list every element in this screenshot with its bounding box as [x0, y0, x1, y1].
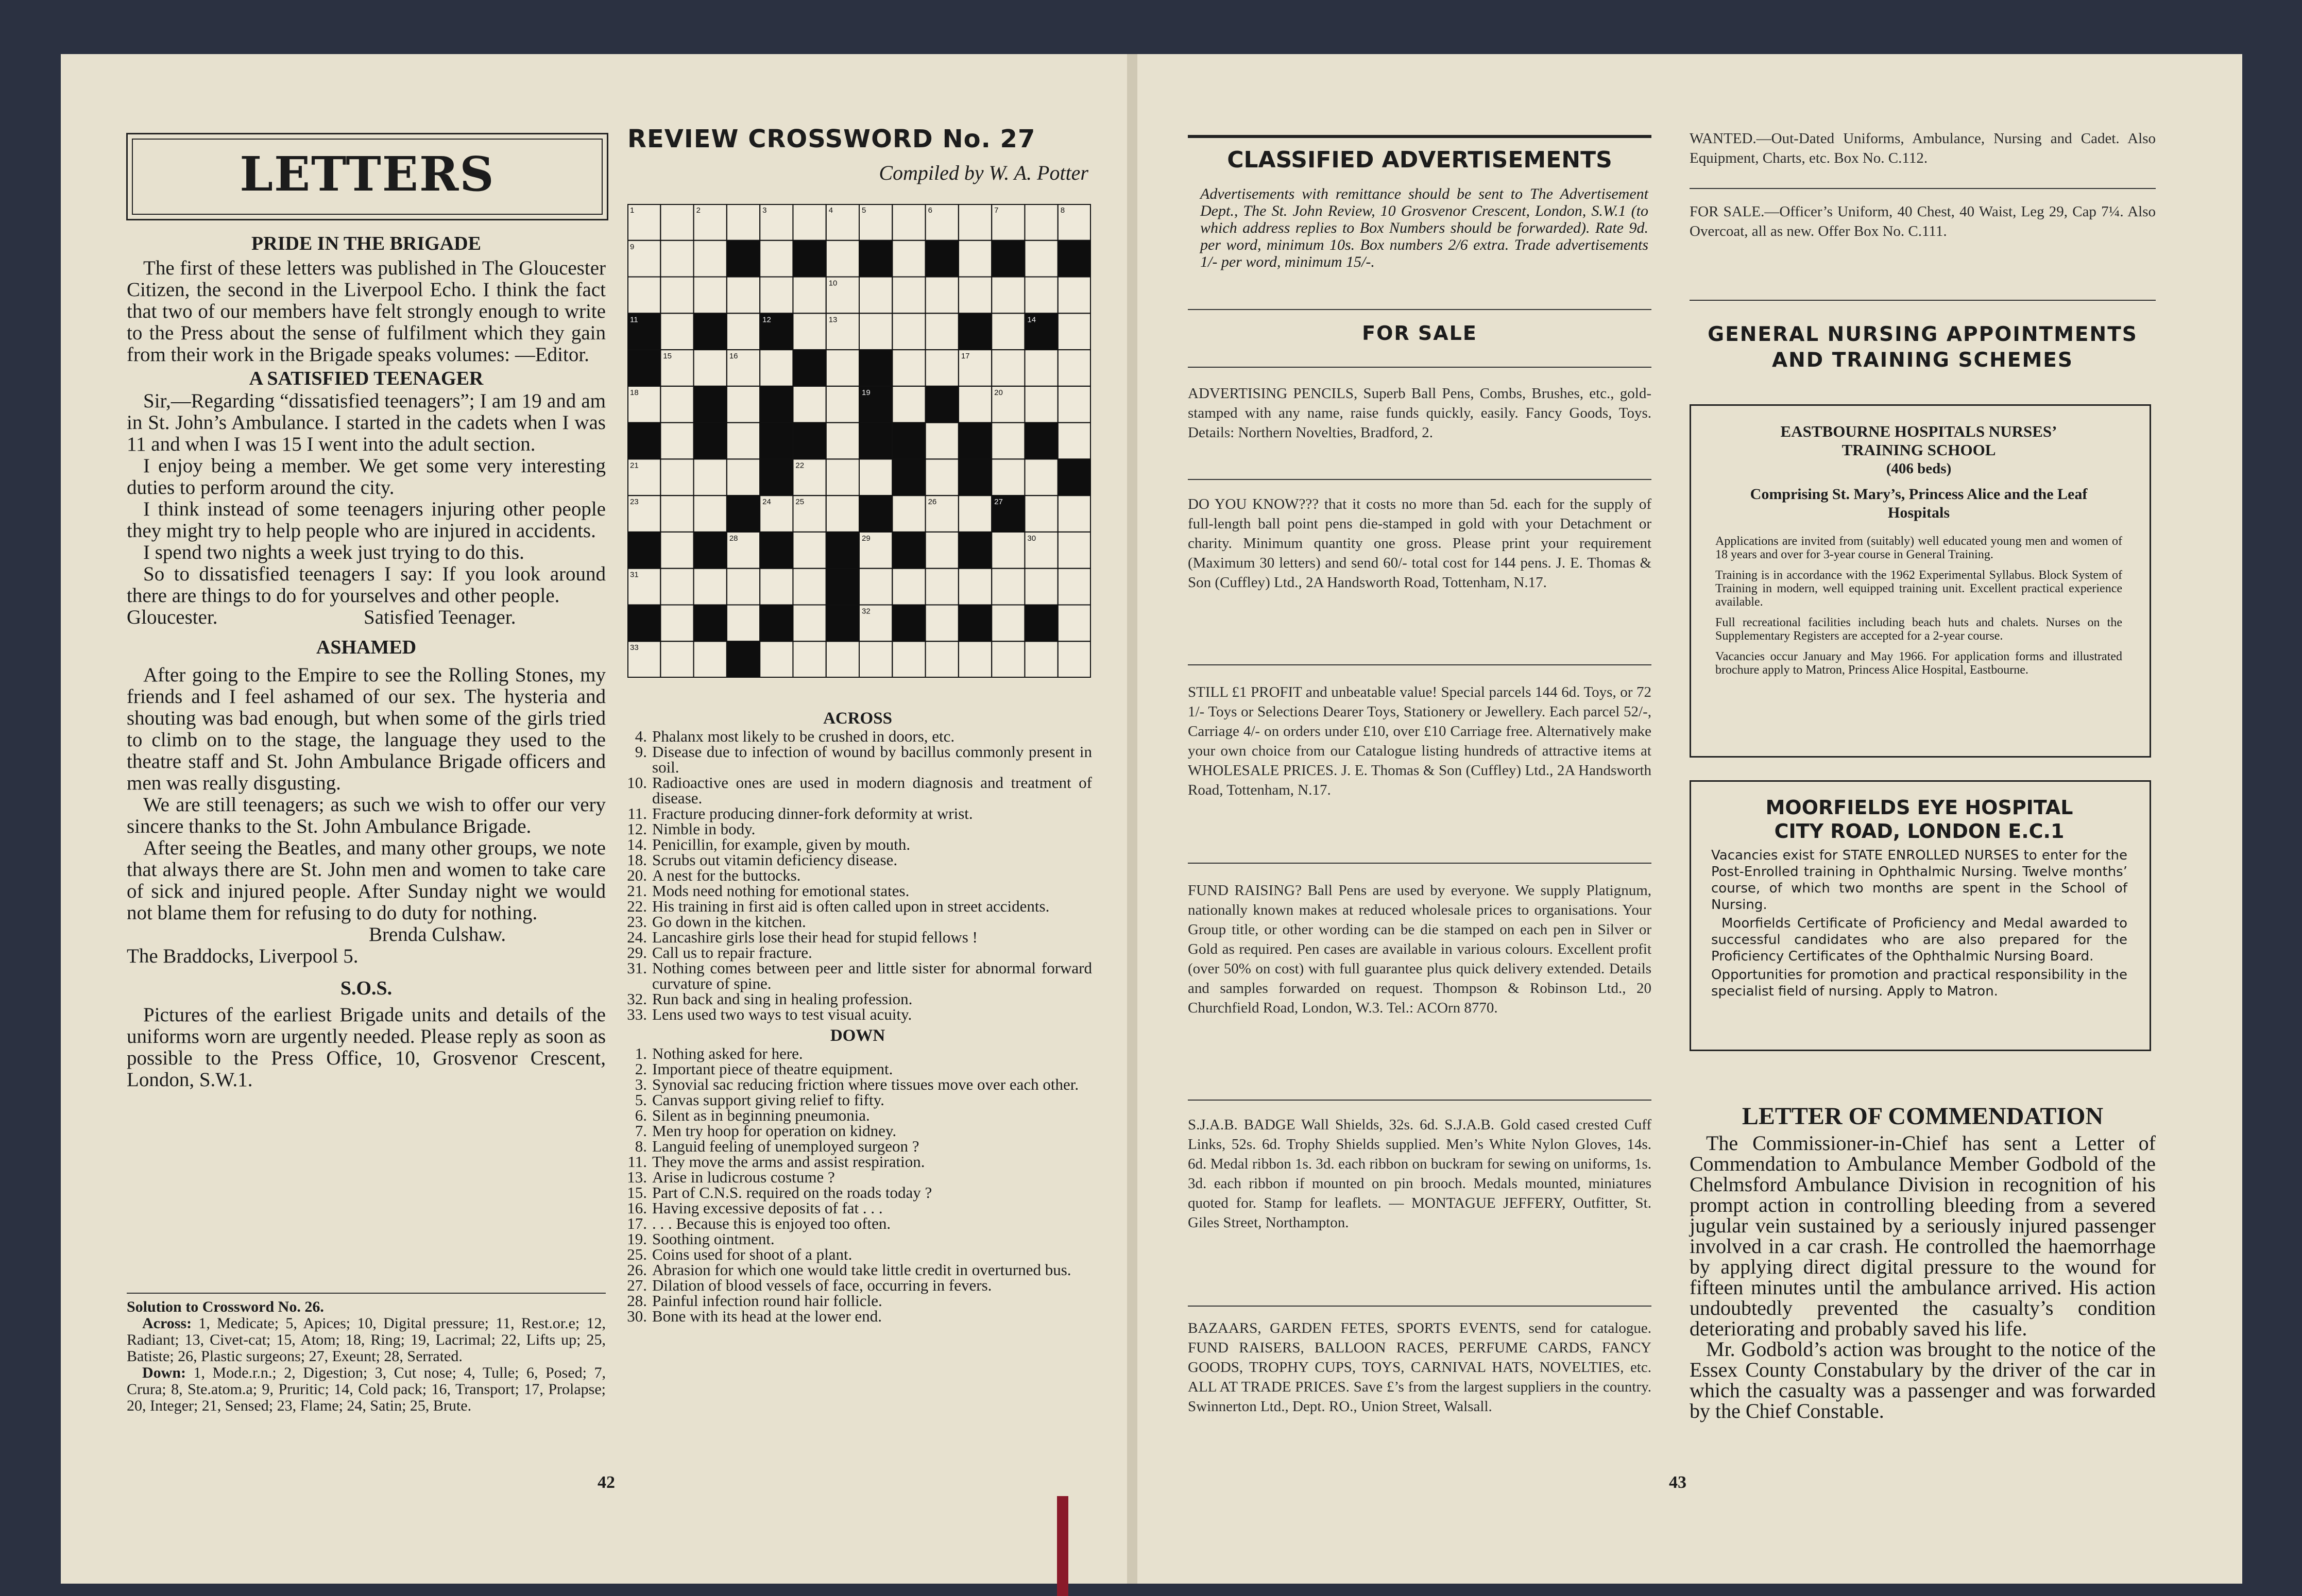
down-clue-number: 25. — [627, 1245, 647, 1263]
down-clue-text: Coins used for shoot of a plant. — [652, 1245, 852, 1263]
down-clue-number: 30. — [627, 1307, 647, 1325]
grid-number: 12 — [762, 315, 771, 324]
grid-number: 21 — [630, 461, 639, 470]
down-clue-text: Silent as in beginning pneumonia. — [652, 1106, 870, 1124]
grid-block — [627, 350, 660, 386]
ad-item: STILL £1 PROFIT and unbeatable value! Special parcels 144 6d. Toys, or 72 1/- Toys or Selections Dearer Toys, Stationery or Jewellery. Each parcel 52/-, Carriage 4/- on orders under £10, over £10 Carriage free. Alternatively make your own choice from our Catalogue listing hundreds of attractive items at WHOLESALE PRICES. J. E. Thomas & Son (Cuffley) Ltd., 2A Handsworth Road, Tottenham, N.17. — [1188, 684, 1651, 798]
across-clue-number: 33. — [627, 1005, 647, 1023]
teen-para: I spend two nights a week just trying to do this. — [143, 541, 524, 563]
across-clue — [623, 930, 1092, 945]
grid-number: 24 — [762, 497, 771, 507]
across-clue-text: Nimble in body. — [652, 820, 756, 838]
down-clue — [623, 1185, 1092, 1200]
down-clue-text: Synovial sac reducing friction where tissues move over each other. — [652, 1075, 1079, 1093]
grid-number: 33 — [630, 643, 639, 653]
across-clue-text: Scrubs out vitamin deficiency disease. — [652, 851, 898, 869]
across-clue-text: Call us to repair fracture. — [652, 943, 812, 962]
grid-block — [859, 423, 892, 459]
down-clue-text: Arise in ludicrous costume ? — [652, 1168, 835, 1186]
ashamed-para: After seeing the Beatles, and many other groups, we note that always there are St. John men and women to take care of sick and injured people. After Sunday night we would not blame them for refusing to do duty for nothing. — [127, 837, 606, 924]
solution-down-text: 1, Mode.r.n.; 2, Digestion; 3, Cut nose; 4, Tulle; 6, Posed; 7, Crura; 8, Ste.atom.a; 9, Pruritic; 14, Cold pack; 16, Transport; 17, Prolapse; 20, Integer; 21, Sensed; 23, Flame; 24, Satin; 25, Brute. — [127, 1364, 606, 1414]
across-clue — [623, 960, 1092, 991]
grid-block — [826, 569, 859, 605]
across-clue — [623, 991, 1092, 1007]
ad-item: ADVERTISING PENCILS, Superb Ball Pens, Combs, Brushes, etc., gold-stamped with any name, raise funds quickly, easily. Fancy Goods, Toys. Details: Northern Novelties, Bradford, 2. — [1188, 385, 1651, 441]
down-clue-number: 1. — [635, 1044, 647, 1062]
across-clue-number: 18. — [627, 851, 647, 869]
grid-number: 8 — [1060, 206, 1065, 215]
ad-divider — [1690, 300, 2156, 301]
ad-divider — [1188, 1100, 1651, 1101]
grid-number: 15 — [663, 352, 672, 361]
down-clue-list — [623, 1046, 1092, 1324]
down-clue-number: 5. — [635, 1091, 647, 1109]
across-clue — [623, 852, 1092, 868]
grid-number: 9 — [630, 242, 635, 251]
across-clue-text: Lancashire girls lose their head for stupid fellows ! — [652, 928, 978, 946]
down-clue-number: 15. — [627, 1183, 647, 1202]
eastbourne-beds: (406 beds) — [1886, 460, 1952, 477]
commendation-body — [1690, 1133, 2156, 1421]
grid-number: 26 — [928, 497, 937, 507]
teen-signature: Satisfied Teenager. — [364, 606, 516, 628]
grid-block — [926, 386, 959, 423]
across-clue-text: Mods need nothing for emotional states. — [652, 882, 910, 900]
across-clue-text: Fracture producing dinner-fork deformity at wrist. — [652, 804, 973, 822]
moorfields-content — [1711, 796, 2127, 1000]
grid-block — [1058, 241, 1091, 277]
letters-title: LETTERS — [240, 146, 495, 202]
classified-rule — [1188, 367, 1651, 368]
down-clue-number: 6. — [635, 1106, 647, 1124]
grid-block — [793, 350, 826, 386]
for-sale-heading: FOR SALE — [1362, 322, 1477, 345]
solution-across-text: 1, Medicate; 5, Apices; 10, Digital pressure; 11, Rest.or.e; 12, Radiant; 13, Civet-cat; 15, Atom; 18, Ring; 19, Lacrimal; 22, Lifts up; 25, Batiste; 26, Plastic surgeons; 27, Exeunt; 28, Serrated. — [127, 1315, 606, 1365]
across-heading: ACROSS — [823, 709, 892, 728]
down-clue-number: 17. — [627, 1214, 647, 1232]
grid-block — [760, 386, 793, 423]
down-clue — [623, 1139, 1092, 1154]
across-clue — [623, 899, 1092, 914]
across-clue-text: His training in first aid is often called upon in street accidents. — [652, 897, 1050, 915]
grid-number: 20 — [994, 388, 1003, 397]
solution-down-label: Down: — [142, 1364, 186, 1381]
ad-divider — [1188, 479, 1651, 480]
moorfields-title: MOORFIELDS EYE HOSPITAL — [1765, 796, 2073, 819]
down-clue — [623, 1092, 1092, 1108]
across-clue-number: 24. — [627, 928, 647, 946]
wanted-ad: WANTED.—Out-Dated Uniforms, Ambulance, Nursing and Cadet. Also Equipment, Charts, etc. Box No. C.112. — [1690, 130, 2156, 166]
grid-block — [627, 423, 660, 459]
across-clue-list — [623, 729, 1092, 1022]
across-clue-text: Disease due to infection of wound by bacillus commonly present in soil. — [652, 743, 1092, 776]
down-clue-number: 16. — [627, 1199, 647, 1217]
grid-block — [826, 532, 859, 569]
across-clue — [623, 806, 1092, 821]
grid-block — [959, 313, 992, 350]
eastbourne-content — [1715, 422, 2122, 677]
teen-heading: A SATISFIED TEENAGER — [249, 368, 484, 389]
grid-block — [992, 241, 1025, 277]
grid-number: 29 — [862, 534, 871, 543]
sos-body: Pictures of the earliest Brigade units and details of the uniforms worn are urgently needed. Please reply as soon as possible to the Press Office, 10, Grosvenor Crescent, London, S.W.1. — [127, 1004, 606, 1091]
down-clue — [623, 1262, 1092, 1278]
grid-block — [694, 532, 727, 569]
across-clue — [623, 775, 1092, 806]
across-clue-number: 12. — [627, 820, 647, 838]
across-clue-number: 23. — [627, 913, 647, 931]
grid-number: 28 — [729, 534, 738, 543]
across-clue-number: 4. — [635, 727, 647, 745]
commendation-para: The Commissioner-in-Chief has sent a Letter of Commendation to Ambulance Member Godbold of the Chelmsford Ambulance Division in recognition of his prompt action in controlling bleeding from a severed jugular vein sustained by a seriously injured passenger involved in a car crash. He controlled the haemorrhage by applying direct digital pressure to the wound for fifteen minutes until the ambulance arrived. His action undoubtedly prevented the casualty’s condition deteriorating and probably saved his life. — [1690, 1131, 2156, 1340]
down-clue — [623, 1231, 1092, 1247]
down-clue-number: 7. — [635, 1122, 647, 1140]
solution-title: Solution to Crossword No. 26. — [127, 1298, 324, 1315]
officer-uniform-ad: FOR SALE.—Officer’s Uniform, 40 Chest, 40 Waist, Leg 29, Cap 7¼. Also Overcoat, all as new. Offer Box No. C.111. — [1690, 203, 2156, 239]
down-clue-number: 3. — [635, 1075, 647, 1093]
down-clue-text: . . . Because this is enjoyed too often. — [652, 1214, 891, 1232]
grid-block — [694, 313, 727, 350]
grid-number: 4 — [828, 206, 833, 215]
bookmark-ribbon — [1057, 1496, 1068, 1596]
grid-block — [627, 605, 660, 641]
grid-block — [892, 423, 925, 459]
grid-number: 18 — [630, 388, 639, 397]
grid-number: 19 — [862, 388, 871, 397]
grid-number: 16 — [729, 352, 738, 361]
grid-number: 10 — [828, 279, 838, 288]
grid-block — [793, 241, 826, 277]
down-clue — [623, 1216, 1092, 1231]
teen-para: So to dissatisfied teenagers I say: If you look around there are things to do for yourselves and other people. — [127, 563, 606, 607]
eastbourne-title: EASTBOURNE HOSPITALS NURSES’ TRAINING SCHOOL — [1780, 422, 2057, 459]
ashamed-address: The Braddocks, Liverpool 5. — [127, 945, 359, 967]
across-clue-text: Go down in the kitchen. — [652, 913, 806, 931]
pride-body: The first of these letters was published in The Gloucester Citizen, the second in the Liverpool Echo. I think the fact that two of our members have felt strongly enough to write to the Press about the sense of fulfilment which they gain from their work in the Brigade speaks volumes: —Editor. — [127, 257, 606, 366]
grid-block — [959, 532, 992, 569]
grid-block — [727, 241, 760, 277]
letters-column — [127, 232, 606, 1091]
across-clue — [623, 914, 1092, 930]
teen-para: Sir,—Regarding “dissatisfied teenagers”; I am 19 and am in St. John’s Ambulance. I started in the cadets when I was 11 and when I was 15 I went into the adult section. — [127, 390, 606, 455]
down-clue-text: Having excessive deposits of fat . . . — [652, 1199, 883, 1217]
down-clue — [623, 1108, 1092, 1123]
across-clue — [623, 945, 1092, 960]
down-clue-number: 2. — [635, 1060, 647, 1078]
page-number-right: 43 — [1669, 1473, 1686, 1492]
across-clue-number: 9. — [635, 743, 647, 761]
grid-block — [760, 532, 793, 569]
across-clue-text: Run back and sing in healing profession. — [652, 990, 913, 1008]
grid-block — [859, 495, 892, 532]
down-clue-text: Languid feeling of unemployed surgeon ? — [652, 1137, 919, 1155]
ad-item: BAZAARS, GARDEN FETES, SPORTS EVENTS, send for catalogue. FUND RAISERS, BALLOON RACES, PERFUME CARDS, FANCY GOODS, TROPHY CUPS, TOYS, CARNIVAL HATS, NOVELTIES, etc. ALL AT TRADE PRICES. Save £’s from the largest suppliers in the country. Swinnerton Ltd., Dept. RO., Union Street, Walsall. — [1188, 1320, 1651, 1415]
down-clue-number: 19. — [627, 1230, 647, 1248]
solution-block — [127, 1299, 606, 1414]
down-clue — [623, 1278, 1092, 1293]
grid-number: 25 — [795, 497, 805, 507]
grid-block — [793, 423, 826, 459]
across-clue-text: Radioactive ones are used in modern diagnosis and treatment of disease. — [652, 774, 1092, 807]
grid-number: 32 — [862, 607, 871, 616]
grid-number: 22 — [795, 461, 805, 470]
grid-block — [959, 459, 992, 495]
classified-title: CLASSIFIED ADVERTISEMENTS — [1227, 147, 1612, 173]
grid-block — [892, 605, 925, 641]
ashamed-para: After going to the Empire to see the Rolling Stones, my friends and I feel ashamed of our sex. The hysteria and shouting was bad enough, but when some of the girls tried to climb on to the stage, the language they used to the theatre staff and St. John Ambulance Brigade officers and men was really disgusting. — [127, 664, 606, 794]
grid-block — [1025, 605, 1058, 641]
down-clue — [623, 1154, 1092, 1170]
grid-number: 17 — [961, 352, 970, 361]
crossword-compiler: Compiled by W. A. Potter — [879, 161, 1088, 184]
grid-block — [1025, 423, 1058, 459]
grid-number: 11 — [630, 315, 638, 324]
down-clue-text: Important piece of theatre equipment. — [652, 1060, 893, 1078]
grid-number: 6 — [928, 206, 932, 215]
crossword-clues — [623, 708, 1092, 1324]
down-clue-text: Abrasion for which one would take little credit in overturned bus. — [652, 1261, 1071, 1279]
down-clue-text: Canvas support giving relief to fifty. — [652, 1091, 884, 1109]
down-heading: DOWN — [830, 1026, 885, 1045]
grid-block — [694, 386, 727, 423]
ad-divider — [1188, 1306, 1651, 1307]
eastbourne-para: Applications are invited from (suitably) well educated young men and women of 18 years and over for 3-year course in General Training. — [1715, 535, 2122, 561]
grid-block — [760, 423, 793, 459]
commendation-heading: LETTER OF COMMENDATION — [1742, 1103, 2104, 1130]
eastbourne-comprising: Comprising St. Mary’s, Princess Alice and the Leaf Hospitals — [1750, 486, 2088, 521]
grid-block — [694, 605, 727, 641]
eastbourne-para: Training is in accordance with the 1962 Experimental Syllabus. Block System of Training in modern, well equipped training unit. Excellent practical experience available. — [1715, 569, 2122, 609]
solution-across — [127, 1315, 606, 1365]
down-clue — [623, 1170, 1092, 1185]
ad-divider — [1188, 863, 1651, 864]
classified-top-rule — [1188, 135, 1651, 138]
down-clue-number: 27. — [627, 1276, 647, 1294]
down-clue-number: 26. — [627, 1261, 647, 1279]
down-clue-text: Dilation of blood vessels of face, occurring in fevers. — [652, 1276, 992, 1294]
teen-signoff — [127, 607, 606, 628]
across-clue-text: Nothing comes between peer and little sister for abnormal forward curvature of spine. — [652, 959, 1092, 992]
across-clue-number: 32. — [627, 990, 647, 1008]
grid-number: 23 — [630, 497, 639, 507]
grid-number: 27 — [994, 497, 1003, 507]
crossword-grid[interactable] — [627, 204, 1091, 678]
down-clue-number: 13. — [627, 1168, 647, 1186]
grid-block — [859, 241, 892, 277]
across-clue — [623, 729, 1092, 744]
grid-block — [859, 350, 892, 386]
down-clue-text: Soothing ointment. — [652, 1230, 775, 1248]
grid-block — [694, 423, 727, 459]
ad-divider — [1690, 188, 2156, 189]
down-clue — [623, 1293, 1092, 1309]
across-clue-text: Penicillin, for example, given by mouth. — [652, 835, 911, 853]
down-clue-text: Bone with its head at the lower end. — [652, 1307, 882, 1325]
across-clue — [623, 744, 1092, 775]
page-number-left: 42 — [598, 1473, 615, 1492]
moorfields-para: Opportunities for promotion and practical responsibility in the specialist field of nursing. Apply to Matron. — [1711, 967, 2127, 999]
eastbourne-para: Full recreational facilities including beach huts and chalets. Nurses on the Supplementary Registers are accepted for a 2-year course. — [1715, 616, 2122, 643]
ad-item: FUND RAISING? Ball Pens are used by everyone. We supply Platignum, nationally known makes at reduced wholesale prices to organisations. Your Group title, or other wording can be die stamped on each pen in Silver or Gold as required. Pen cases are available in various colours. Excellent profit (over 50% on cost) with full guarantee plus quick delivery extended. Details and samples forwarded on request. Thompson & Robinson Ltd., 20 Churchfield Road, London, W.3. Tel.: ACOrn 8770. — [1188, 882, 1651, 1016]
grid-block — [727, 641, 760, 678]
grid-block — [727, 495, 760, 532]
down-clue-text: Painful infection round hair follicle. — [652, 1292, 882, 1310]
pride-heading: PRIDE IN THE BRIGADE — [251, 233, 481, 254]
down-clue — [623, 1200, 1092, 1216]
grid-number: 31 — [630, 570, 639, 579]
grid-number: 1 — [630, 206, 635, 215]
across-clue-text: Phalanx most likely to be crushed in doors, etc. — [652, 727, 955, 745]
across-clue — [623, 1007, 1092, 1022]
down-clue-text: Part of C.N.S. required on the roads today ? — [652, 1183, 932, 1202]
down-clue — [623, 1247, 1092, 1262]
sos-heading: S.O.S. — [340, 977, 393, 999]
moorfields-para: Moorfields Certificate of Proficiency and Medal awarded to successful candidates who are also prepared for the Proficiency Certificates of the Ophthalmic Nursing Board. — [1711, 916, 2127, 964]
down-clue-number: 11. — [627, 1153, 647, 1171]
nursing-heading: GENERAL NURSING APPOINTMENTS AND TRAINING SCHEMES — [1708, 323, 2138, 372]
grid-block — [627, 532, 660, 569]
down-clue — [623, 1061, 1092, 1077]
teen-para: I enjoy being a member. We get some very interesting duties to perform around the city. — [127, 455, 606, 499]
down-clue-number: 8. — [635, 1137, 647, 1155]
across-clue — [623, 868, 1092, 883]
grid-number: 13 — [828, 315, 838, 324]
moorfields-address: CITY ROAD, LONDON E.C.1 — [1774, 820, 2065, 843]
across-clue-number: 21. — [627, 882, 647, 900]
ashamed-signature: Brenda Culshaw. — [369, 923, 506, 946]
grid-block — [1058, 459, 1091, 495]
down-clue — [623, 1077, 1092, 1092]
solution-down — [127, 1365, 606, 1414]
ad-item: S.J.A.B. BADGE Wall Shields, 32s. 6d. S.J.A.B. Gold cased crested Cuff Links, 52s. 6d. Trophy Shields supplied. Men’s White Nylon Gloves, 14s. 6d. Medal ribbon 1s. 3d. each ribbon on buckram for sewing on uniforms, 1s. 3d. each ribbon if mounted on pin brooch. Medals mounted, miniatures quoted for. Stamp for leaflets. — MONTAGUE JEFFERY, Outfitter, St. Giles Street, Northampton. — [1188, 1117, 1651, 1231]
down-clue-number: 28. — [627, 1292, 647, 1310]
down-clue-text: Men try hoop for operation on kidney. — [652, 1122, 897, 1140]
down-clue — [623, 1123, 1092, 1139]
moorfields-para: Vacancies exist for STATE ENROLLED NURSES to enter for the Post-Enrolled training in Ophthalmic Nursing. Twelve months’ course, of which two months are spent in the School of Nursing. — [1711, 848, 2127, 913]
grid-block — [760, 459, 793, 495]
ad-item: DO YOU KNOW??? that it costs no more than 5d. each for the supply of full-length ball point pens die-stamped in gold with your Detachment or charity. Minimum quantity one gross. Please print your requirement (Maximum 30 letters) and send 60/- total cost for 144 pens. J. E. Thomas & Son (Cuffley) Ltd., 2A Handsworth Road, Tottenham, N.17. — [1188, 496, 1651, 591]
grid-block — [959, 605, 992, 641]
down-clue — [623, 1046, 1092, 1061]
across-clue-number: 22. — [627, 897, 647, 915]
across-clue-number: 20. — [627, 866, 647, 884]
grid-number: 30 — [1027, 534, 1036, 543]
grid-number: 3 — [762, 206, 767, 215]
teen-place: Gloucester. — [127, 606, 218, 628]
ashamed-heading: ASHAMED — [316, 637, 417, 658]
down-clue-text: Nothing asked for here. — [652, 1044, 803, 1062]
across-clue — [623, 883, 1092, 899]
across-clue-number: 10. — [627, 774, 647, 792]
grid-number: 7 — [994, 206, 999, 215]
grid-block — [892, 532, 925, 569]
grid-block — [826, 605, 859, 641]
solution-across-label: Across: — [142, 1315, 192, 1332]
down-clue-text: They move the arms and assist respiration. — [652, 1153, 925, 1171]
grid-number: 2 — [696, 206, 701, 215]
ashamed-para: We are still teenagers; as such we wish to offer our very sincere thanks to the St. John Ambulance Brigade. — [127, 794, 606, 837]
grid-block — [959, 423, 992, 459]
across-clue-text: A nest for the buttocks. — [652, 866, 801, 884]
teen-para: I think instead of some teenagers injuring other people they might try to help people who are injured in accidents. — [127, 498, 606, 542]
grid-block — [760, 605, 793, 641]
ad-divider — [1188, 664, 1651, 665]
eastbourne-para: Vacancies occur January and May 1966. For application forms and illustrated brochure apply to Matron, Princess Alice Hospital, Eastbourne. — [1715, 650, 2122, 677]
solution-divider — [127, 1293, 606, 1294]
classified-intro: Advertisements with remittance should be sent to The Advertisement Dept., The St. John Review, 10 Grosvenor Crescent, London, S.W.1 (to which address replies to Box Numbers should be forwarded). Rate 9d. per word, minimum 10s. Box numbers 2/6 extra. Trade advertisements 1/- per word, minimum 15/-. — [1200, 185, 1648, 270]
across-clue-number: 11. — [627, 804, 647, 822]
across-clue-number: 31. — [627, 959, 647, 977]
across-clue-number: 29. — [627, 943, 647, 962]
classified-rule — [1188, 309, 1651, 310]
across-clue-number: 14. — [627, 835, 647, 853]
commendation-para: Mr. Godbold’s action was brought to the notice of the Essex County Constabulary by the driver of the car in which the casualty was a passenger and was forwarded by the Chief Constable. — [1690, 1337, 2156, 1422]
crossword-title: REVIEW CROSSWORD No. 27 — [627, 125, 1036, 153]
grid-number: 14 — [1027, 315, 1036, 324]
down-clue — [623, 1309, 1092, 1324]
grid-number: 5 — [862, 206, 866, 215]
across-clue — [623, 821, 1092, 837]
grid-block — [892, 459, 925, 495]
across-clue — [623, 837, 1092, 852]
across-clue-text: Lens used two ways to test visual acuity. — [652, 1005, 912, 1023]
grid-block — [926, 241, 959, 277]
